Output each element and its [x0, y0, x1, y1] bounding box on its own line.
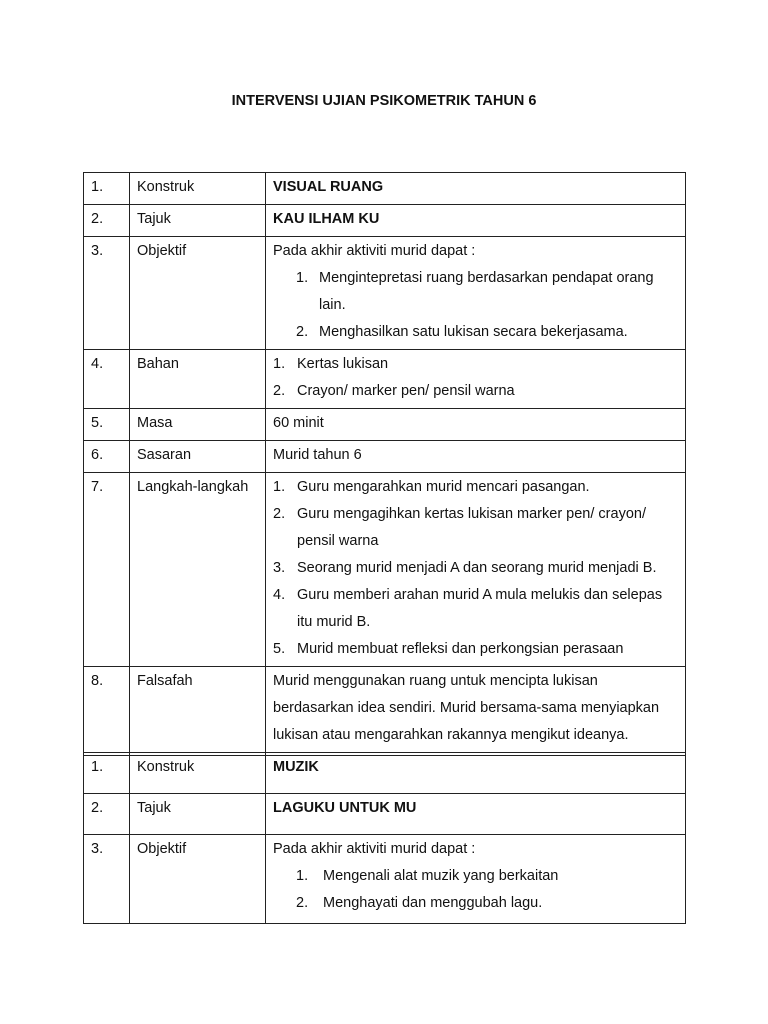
list-item — [273, 319, 678, 346]
row-number: 3. — [84, 835, 130, 924]
table-row — [84, 794, 686, 835]
row-label: Objektif — [130, 237, 266, 350]
item-text: Seorang murid menjadi A dan seorang murid menjadi B. — [297, 560, 657, 576]
langkah-list — [273, 474, 678, 663]
bahan-cell — [266, 350, 686, 409]
objektif-intro: Pada akhir aktiviti murid dapat : — [273, 243, 476, 259]
list-item — [273, 582, 678, 636]
row-label: Tajuk — [130, 794, 266, 835]
row-number: 5. — [84, 409, 130, 441]
objektif-intro: Pada akhir aktiviti murid dapat : — [273, 841, 476, 857]
row-label: Falsafah — [130, 667, 266, 756]
list-item — [273, 555, 678, 582]
list-item — [273, 863, 678, 890]
list-item — [273, 378, 678, 405]
item-number: 5. — [273, 641, 286, 657]
activity-table-visual-ruang — [83, 172, 686, 756]
row-number: 6. — [84, 441, 130, 473]
row-label: Konstruk — [130, 173, 266, 205]
list-item — [273, 265, 678, 319]
row-label: Langkah-langkah — [130, 473, 266, 667]
masa-value: 60 minit — [266, 409, 686, 441]
item-number: 3. — [273, 560, 286, 576]
konstruk-value: MUZIK — [266, 753, 686, 794]
item-text: Guru memberi arahan murid A mula melukis dan selepas itu murid B. — [297, 587, 663, 630]
row-number: 1. — [84, 753, 130, 794]
tajuk-value: KAU ILHAM KU — [266, 205, 686, 237]
item-text: Kertas lukisan — [297, 356, 389, 372]
item-number: 2. — [273, 506, 286, 522]
list-item — [273, 501, 678, 555]
table-row — [84, 835, 686, 924]
document-title: INTERVENSI UJIAN PSIKOMETRIK TAHUN 6 — [231, 93, 537, 109]
row-label: Objektif — [130, 835, 266, 924]
table-row — [84, 667, 686, 756]
table-row — [84, 409, 686, 441]
objektif-list — [273, 265, 678, 346]
list-item — [273, 636, 678, 663]
item-number: 2. — [296, 895, 309, 911]
item-number: 1. — [296, 868, 309, 884]
row-number: 2. — [84, 205, 130, 237]
item-text: Guru mengarahkan murid mencari pasangan. — [297, 479, 590, 495]
item-number: 4. — [273, 587, 286, 603]
row-label: Tajuk — [130, 205, 266, 237]
table-row — [84, 753, 686, 794]
sasaran-value: Murid tahun 6 — [266, 441, 686, 473]
list-item — [273, 351, 678, 378]
row-number: 1. — [84, 173, 130, 205]
row-number: 4. — [84, 350, 130, 409]
langkah-cell — [266, 473, 686, 667]
falsafah-value: Murid menggunakan ruang untuk mencipta lukisan berdasarkan idea sendiri. Murid bersama-sama menyiapkan lukisan atau mengarahkan rakannya mengikut ideanya. — [266, 667, 686, 756]
row-label: Bahan — [130, 350, 266, 409]
bahan-list — [273, 351, 678, 405]
tajuk-value: LAGUKU UNTUK MU — [266, 794, 686, 835]
row-number: 3. — [84, 237, 130, 350]
row-number: 7. — [84, 473, 130, 667]
row-label: Sasaran — [130, 441, 266, 473]
item-text: Guru mengagihkan kertas lukisan marker pen/ crayon/ pensil warna — [297, 506, 646, 549]
table-row — [84, 205, 686, 237]
item-number: 1. — [273, 356, 286, 372]
objektif-cell — [266, 237, 686, 350]
table-row — [84, 173, 686, 205]
item-text: Crayon/ marker pen/ pensil warna — [297, 383, 515, 399]
item-number: 1. — [273, 479, 286, 495]
item-number: 1. — [296, 270, 309, 286]
list-item — [273, 474, 678, 501]
row-label: Konstruk — [130, 753, 266, 794]
table-row — [84, 473, 686, 667]
konstruk-value: VISUAL RUANG — [266, 173, 686, 205]
row-number: 2. — [84, 794, 130, 835]
item-text: Menghayati dan menggubah lagu. — [323, 895, 543, 911]
item-number: 2. — [273, 383, 286, 399]
item-number: 2. — [296, 324, 309, 340]
table-row — [84, 237, 686, 350]
item-text: Murid membuat refleksi dan perkongsian perasaan — [297, 641, 624, 657]
item-text: Mengintepretasi ruang berdasarkan pendapat orang lain. — [319, 270, 654, 313]
objektif-list — [273, 863, 678, 917]
row-label: Masa — [130, 409, 266, 441]
item-text: Mengenali alat muzik yang berkaitan — [323, 868, 559, 884]
item-text: Menghasilkan satu lukisan secara bekerjasama. — [319, 324, 628, 340]
list-item — [273, 890, 678, 917]
table-row — [84, 441, 686, 473]
objektif-cell — [266, 835, 686, 924]
row-number: 8. — [84, 667, 130, 756]
table-row — [84, 350, 686, 409]
activity-table-muzik — [83, 752, 686, 924]
